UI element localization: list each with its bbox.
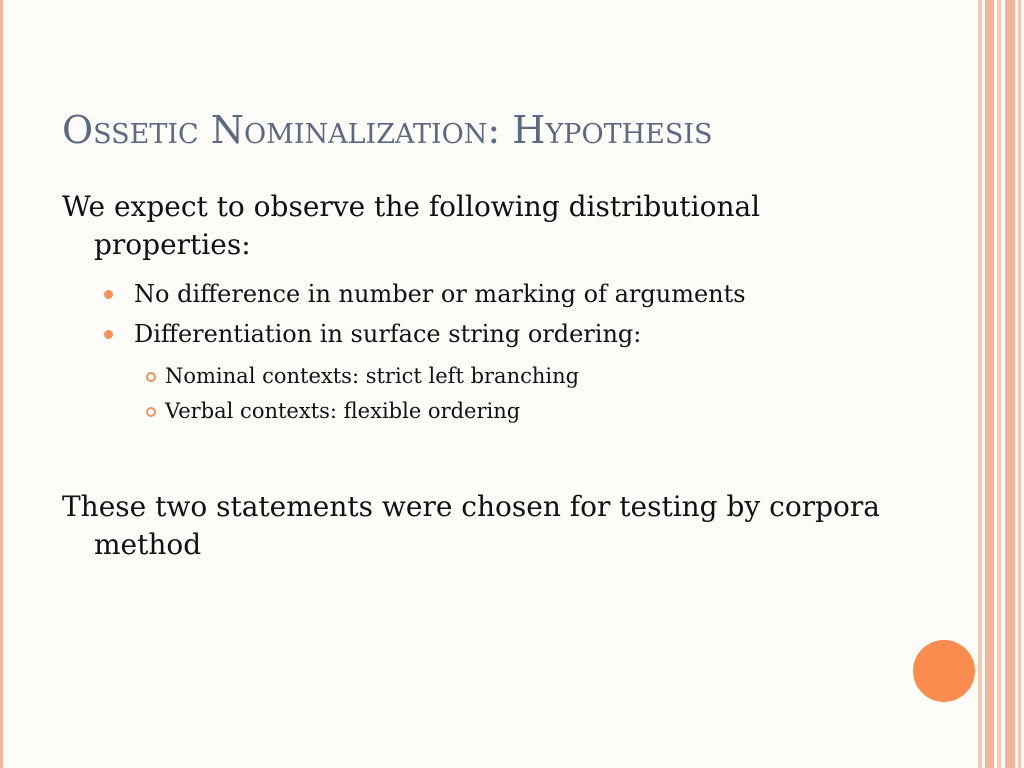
subbullet-text: Nominal contexts: strict left branching <box>165 364 580 388</box>
bullet-dot-icon <box>104 290 113 299</box>
bullet-item-arguments <box>104 279 746 319</box>
right-stripe-2 <box>985 0 994 768</box>
left-border <box>0 0 3 768</box>
right-stripe-1 <box>978 0 982 768</box>
conclusion-paragraph: These two statements were chosen for testing by corpora method <box>62 490 880 561</box>
bullet-item-ordering <box>104 319 746 359</box>
subbullet-text: Verbal contexts: flexible ordering <box>165 399 521 423</box>
bullet-text: No difference in number or marking of arguments <box>134 280 746 308</box>
slide-title: Ossetic Nominalization: Hypothesis <box>62 108 713 152</box>
bullet-dot-icon <box>104 330 113 339</box>
right-stripe-5 <box>1018 0 1021 768</box>
right-stripe-3 <box>997 0 1001 768</box>
right-stripe-4 <box>1005 0 1015 768</box>
intro-paragraph: We expect to observe the following distributional properties: <box>62 190 761 261</box>
bullet-list <box>104 279 746 359</box>
ring-bullet-icon <box>146 372 156 382</box>
ring-bullet-icon <box>146 407 156 417</box>
subbullet-item-verbal <box>145 398 579 433</box>
bullet-text: Differentiation in surface string ordering: <box>134 320 642 348</box>
decorative-circle-icon <box>913 640 975 702</box>
subbullet-list <box>145 363 579 433</box>
subbullet-item-nominal <box>145 363 579 398</box>
